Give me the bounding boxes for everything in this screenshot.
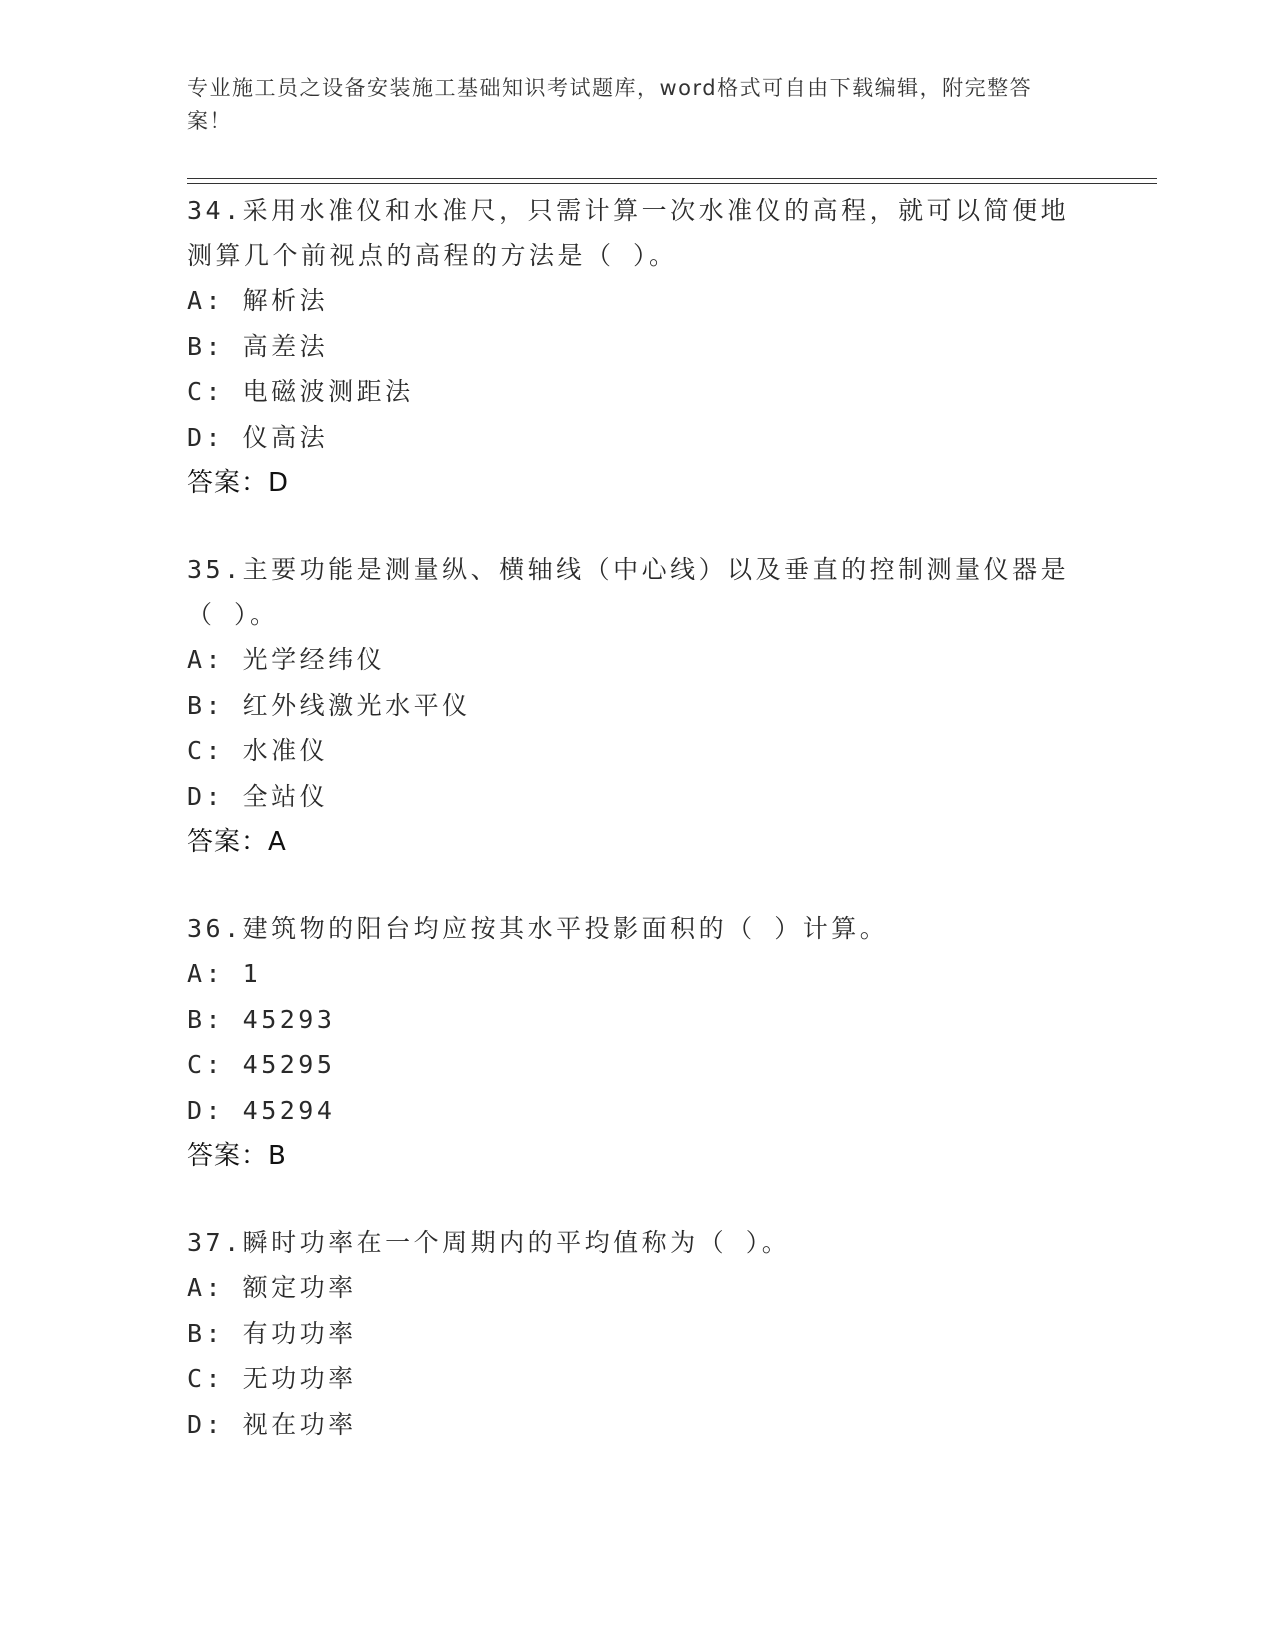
option-c: C: 电磁波测距法: [187, 377, 414, 406]
option-b: B: 有功功率: [187, 1318, 357, 1348]
question-stem: 37.瞬时功率在一个周期内的平均值称为（ ）。: [187, 1228, 791, 1257]
option-d: D: 仪高法: [187, 422, 329, 452]
option-a: A: 光学经纬仪: [187, 645, 386, 674]
option-c: C: 无功功率: [187, 1364, 357, 1393]
option-b: B: 红外线激光水平仪: [187, 690, 471, 720]
option-b: B: 45293: [187, 1004, 336, 1034]
option-c: C: 45295: [187, 1050, 336, 1079]
header-title: 专业施工员之设备安装施工基础知识考试题库，word格式可自由下载编辑，附完整答案！: [187, 76, 1033, 133]
document-header: [187, 72, 1067, 138]
question-36: [187, 906, 1087, 1179]
answer: 答案：D: [187, 468, 290, 498]
option-a: A: 额定功率: [187, 1273, 357, 1302]
question-37: [187, 1220, 1087, 1447]
header-rule-top: [187, 178, 1157, 179]
question-stem: 34.采用水准仪和水准尺，只需计算一次水准仪的高程，就可以简便地测算几个前视点的高程的方法是（ ）。: [187, 196, 1070, 270]
question-35: [187, 547, 1087, 865]
question-list: [187, 188, 1087, 1488]
option-b: B: 高差法: [187, 331, 329, 361]
option-a: A: 解析法: [187, 286, 329, 315]
answer: 答案：A: [187, 827, 287, 857]
option-c: C: 水准仪: [187, 736, 329, 765]
option-d: D: 全站仪: [187, 781, 329, 811]
answer: 答案：B: [187, 1141, 287, 1171]
option-a: A: 1: [187, 959, 262, 988]
question-34: [187, 188, 1087, 506]
option-d: D: 视在功率: [187, 1409, 357, 1439]
question-stem: 36.建筑物的阳台均应按其水平投影面积的（ ）计算。: [187, 914, 889, 943]
header-rule-bottom: [187, 183, 1157, 184]
question-stem: 35.主要功能是测量纵、横轴线（中心线）以及垂直的控制测量仪器是（ ）。: [187, 555, 1070, 629]
option-d: D: 45294: [187, 1095, 336, 1125]
